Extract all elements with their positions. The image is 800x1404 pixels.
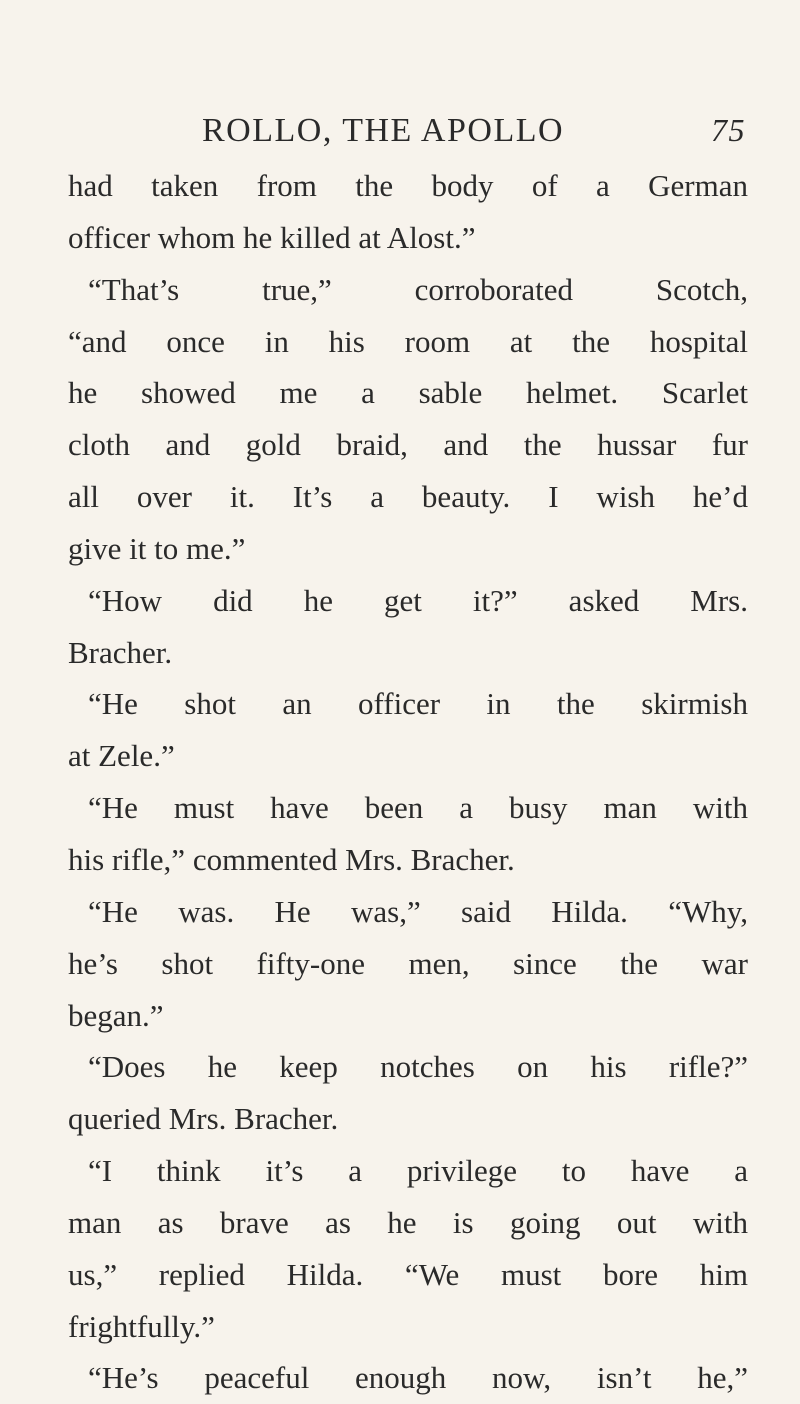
text-line: began.” bbox=[68, 997, 164, 1033]
running-head bbox=[202, 112, 746, 152]
text-line: he’s shot fifty-one men, since the war bbox=[68, 945, 748, 981]
text-line: at Zele.” bbox=[68, 738, 175, 774]
body-text bbox=[68, 160, 748, 1404]
text-line: frightfully.” bbox=[68, 1308, 215, 1344]
text-line: “He must have been a busy man with bbox=[88, 790, 748, 826]
text-line: Bracher. bbox=[68, 634, 173, 670]
text-line: all over it. It’s a beauty. I wish he’d bbox=[68, 479, 748, 515]
text-line: “Does he keep notches on his rifle?” bbox=[88, 1049, 748, 1085]
running-title: ROLLO, THE APOLLO bbox=[202, 112, 565, 149]
text-line: queried Mrs. Bracher. bbox=[68, 1101, 339, 1137]
text-line: “How did he get it?” asked Mrs. bbox=[88, 582, 748, 618]
text-line: had taken from the body of a German bbox=[68, 168, 748, 203]
text-line: “That’s true,” corroborated Scotch, bbox=[88, 271, 748, 307]
text-line: give it to me.” bbox=[68, 530, 246, 566]
text-line: “He’s peaceful enough now, isn’t he,” bbox=[88, 1360, 748, 1396]
text-line: he showed me a sable helmet. Scarlet bbox=[68, 375, 748, 411]
text-line: “He was. He was,” said Hilda. “Why, bbox=[88, 893, 748, 929]
text-line: his rifle,” commented Mrs. Bracher. bbox=[68, 841, 515, 877]
text-line: “and once in his room at the hospital bbox=[68, 323, 748, 359]
text-line: “He shot an officer in the skirmish bbox=[88, 686, 748, 722]
text-line: “I think it’s a privilege to have a bbox=[88, 1153, 748, 1189]
page-number: 75 bbox=[711, 112, 746, 148]
text-line: us,” replied Hilda. “We must bore him bbox=[68, 1256, 748, 1292]
text-line: man as brave as he is going out with bbox=[68, 1204, 748, 1240]
text-line: officer whom he killed at Alost.” bbox=[68, 219, 476, 255]
text-line: cloth and gold braid, and the hussar fur bbox=[68, 427, 748, 463]
